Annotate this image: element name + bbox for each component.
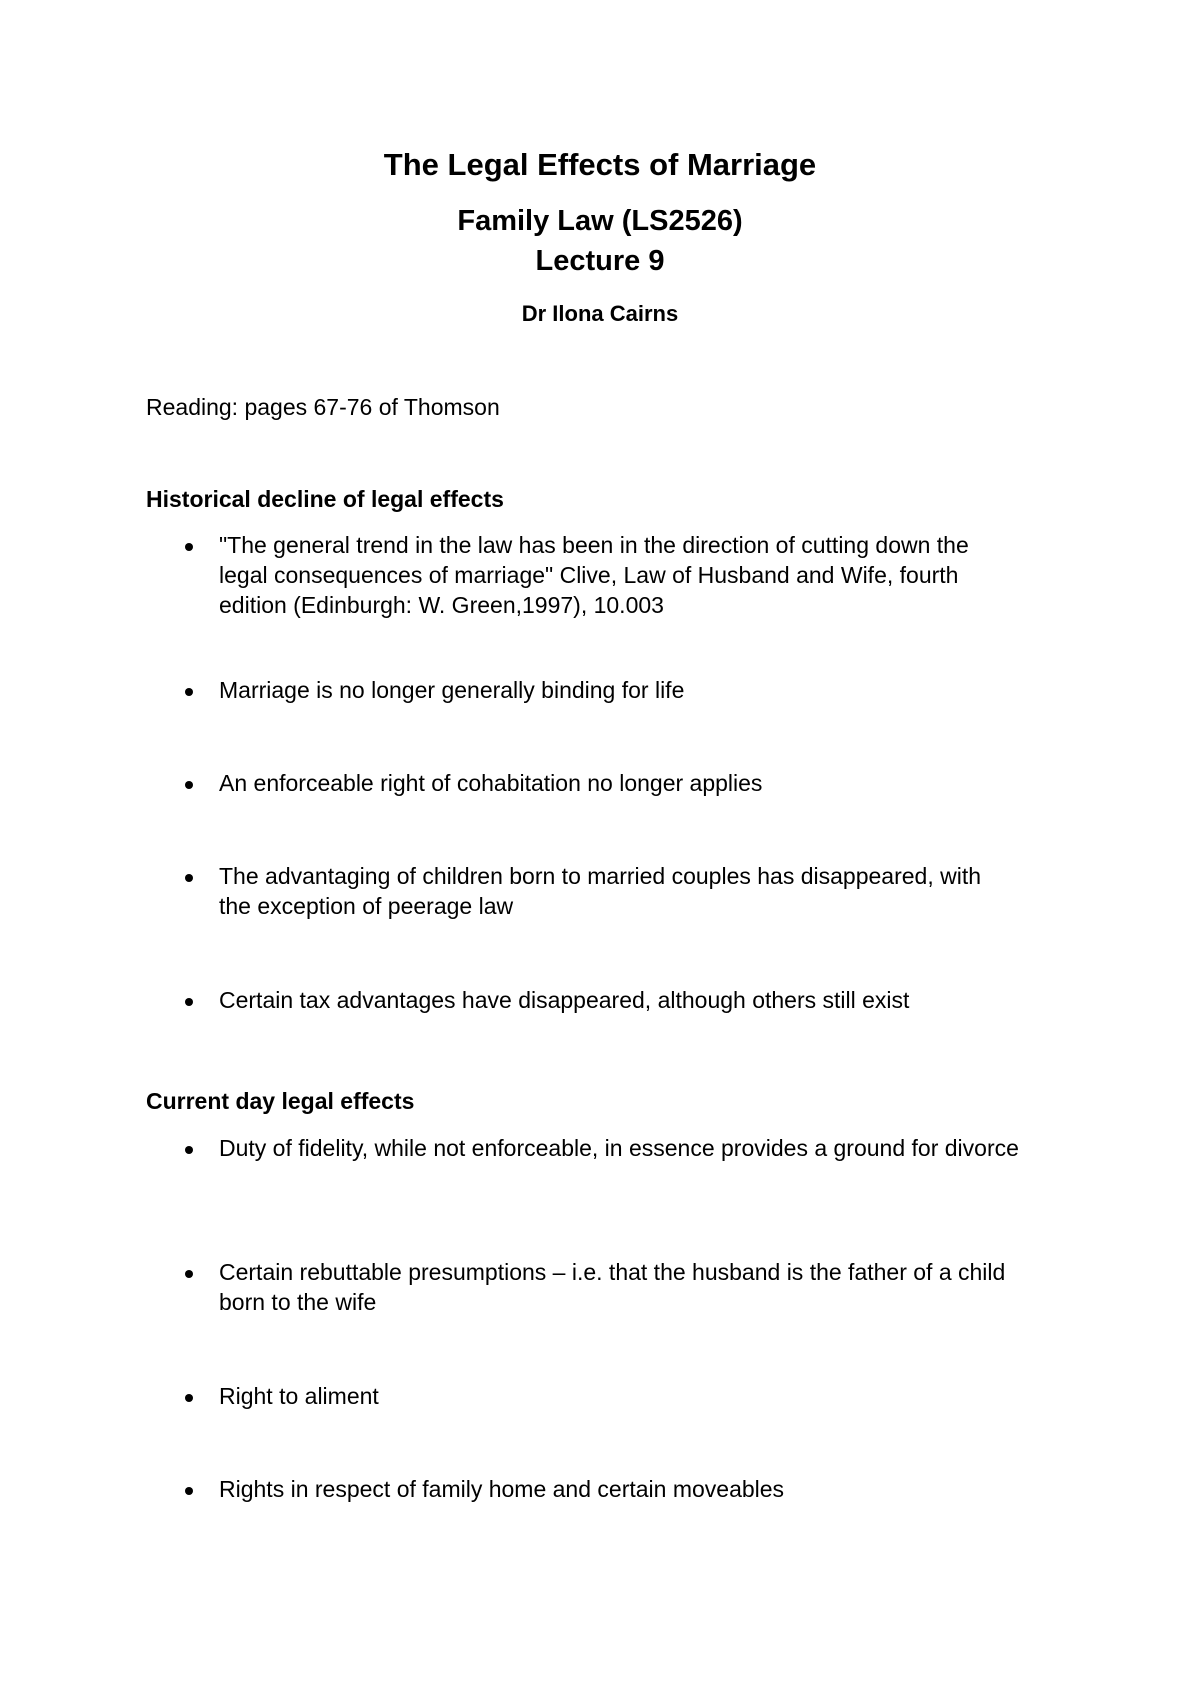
- list-item-text: Right to aliment: [219, 1383, 379, 1409]
- author-name: Dr Ilona Cairns: [521, 301, 679, 326]
- list-item: [146, 675, 1066, 705]
- list-item-text: "The general trend in the law has been in the direction of cutting down the legal consequences of marriage" Clive, Law of Husband and Wife, fourth edition (Edinburgh: W. Green,1997), 10.003: [219, 532, 969, 618]
- list-item: [146, 530, 1066, 620]
- list-item: [146, 1133, 1066, 1163]
- list-item: [146, 1474, 1066, 1504]
- section-heading-historical: Historical decline of legal effects: [146, 486, 504, 512]
- list-item-text: Marriage is no longer generally binding for life: [219, 677, 685, 703]
- section-heading-current: Current day legal effects: [146, 1088, 415, 1114]
- bullet-icon: [185, 781, 193, 789]
- course-title: Family Law (LS2526): [457, 205, 743, 237]
- list-item-text: Certain rebuttable presumptions – i.e. that the husband is the father of a child born to the wife: [219, 1259, 1006, 1315]
- list-item-text: An enforceable right of cohabitation no longer applies: [219, 770, 763, 796]
- list-item-text: The advantaging of children born to married couples has disappeared, with the exception of peerage law: [219, 863, 982, 919]
- list-item: [146, 1257, 1066, 1317]
- bullet-icon: [185, 1394, 193, 1402]
- lecture-number: Lecture 9: [535, 245, 665, 277]
- list-item-text: Certain tax advantages have disappeared, although others still exist: [219, 987, 910, 1013]
- bullet-icon: [185, 1146, 193, 1154]
- list-item: [146, 1381, 1066, 1411]
- bullet-icon: [185, 998, 193, 1006]
- list-item-text: Rights in respect of family home and certain moveables: [219, 1476, 785, 1502]
- bullet-icon: [185, 1487, 193, 1495]
- bullet-icon: [185, 688, 193, 696]
- document-title: The Legal Effects of Marriage: [383, 147, 817, 182]
- bullet-icon: [185, 543, 193, 551]
- bullet-icon: [185, 1270, 193, 1278]
- reading-note: Reading: pages 67-76 of Thomson: [146, 394, 500, 420]
- list-item: [146, 985, 1066, 1015]
- bullet-icon: [185, 874, 193, 882]
- list-item: [146, 861, 1066, 921]
- list-item: [146, 768, 1066, 798]
- list-item-text: Duty of fidelity, while not enforceable, in essence provides a ground for divorce: [219, 1135, 1019, 1161]
